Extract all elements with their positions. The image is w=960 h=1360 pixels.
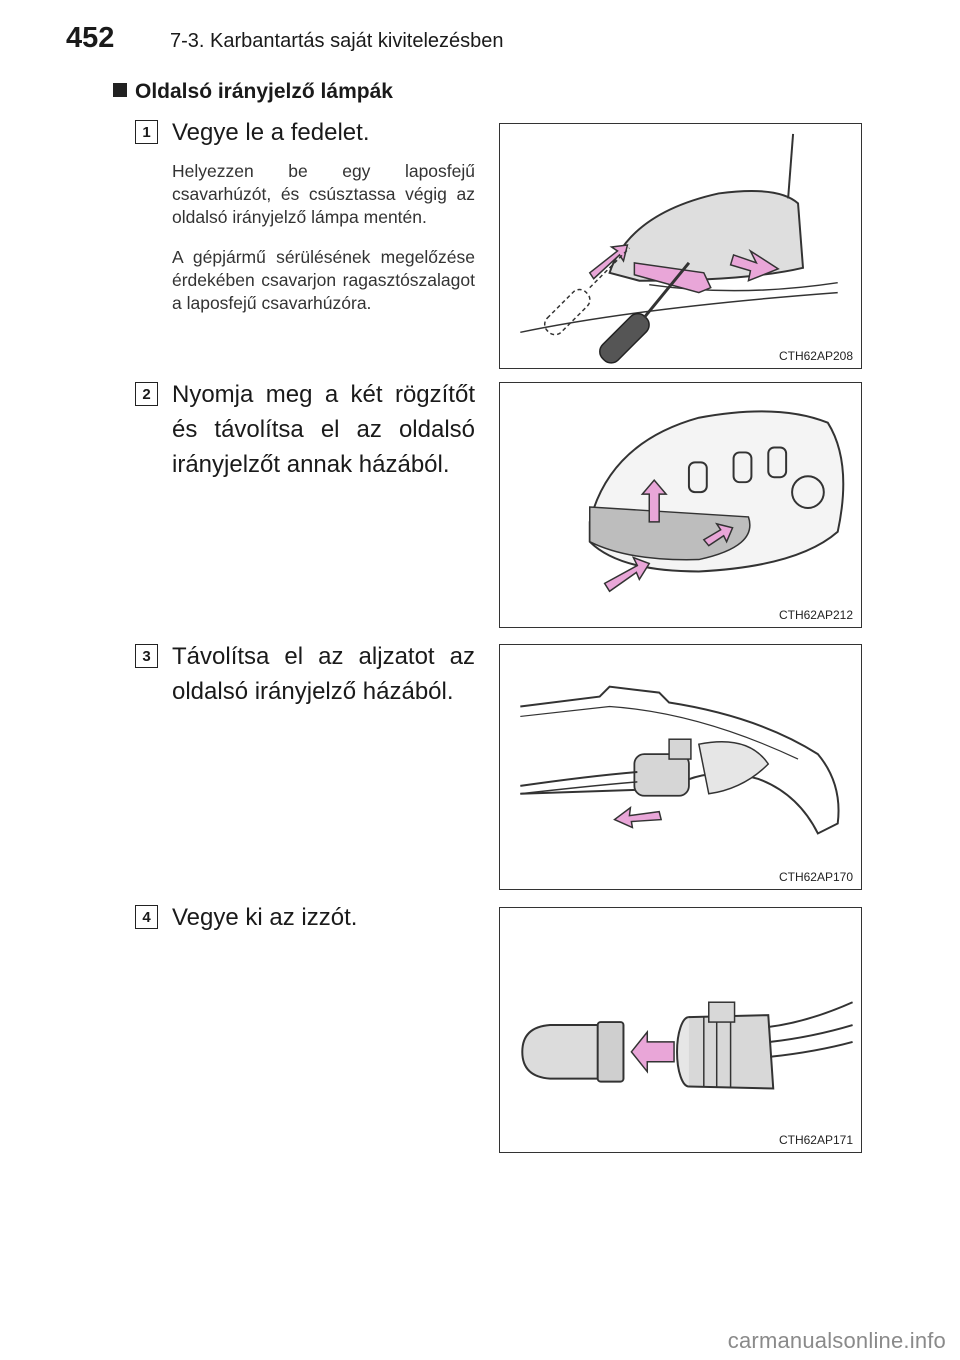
step-badge-3: 3 xyxy=(135,644,158,668)
turn-signal-housing-illustration xyxy=(500,383,861,627)
watermark[interactable]: carmanualsonline.info xyxy=(727,1328,946,1353)
step-badge-2: 2 xyxy=(135,382,158,406)
figure-2-code: CTH62AP212 xyxy=(778,608,853,622)
figure-1 xyxy=(499,123,862,369)
step-badge-1: 1 xyxy=(135,120,158,144)
figure-2 xyxy=(499,382,862,628)
step-1-title: Vegye le a fedelet. xyxy=(172,119,370,146)
mirror-cover-illustration xyxy=(500,124,861,368)
step-4-title: Vegye ki az izzót. xyxy=(172,904,358,931)
figure-4 xyxy=(499,907,862,1153)
figure-1-code: CTH62AP208 xyxy=(778,349,853,363)
square-bullet-icon xyxy=(113,83,127,97)
bulb-removal-illustration xyxy=(500,908,861,1152)
step-1-note-1: Helyezzen be egy laposfejű csavarhúzót, és csúsztassa végig az oldalsó irányjelző lámpa mentén. xyxy=(172,161,475,227)
section-title-text: Oldalsó irányjelző lámpák xyxy=(135,80,393,103)
section-title xyxy=(113,80,393,104)
step-badge-4: 4 xyxy=(135,905,158,929)
figure-4-code: CTH62AP171 xyxy=(778,1133,853,1147)
step-2-title: Nyomja meg a két rögzítőt és távolítsa el az oldalsó irányjelzőt annak házából. xyxy=(172,381,475,478)
socket-removal-illustration xyxy=(500,645,861,889)
chapter-title: 7-3. Karbantartás saját kivitelezésben xyxy=(170,30,504,52)
step-1-note-2: A gépjármű sérülésének megelőzése érdekében csavarjon ragasztószalagot a laposfejű csavarhúzóra. xyxy=(172,247,475,313)
figure-3-code: CTH62AP170 xyxy=(778,870,853,884)
figure-3 xyxy=(499,644,862,890)
step-3-title: Távolítsa el az aljzatot az oldalsó irányjelző házából. xyxy=(172,643,475,705)
page-number: 452 xyxy=(66,22,115,54)
